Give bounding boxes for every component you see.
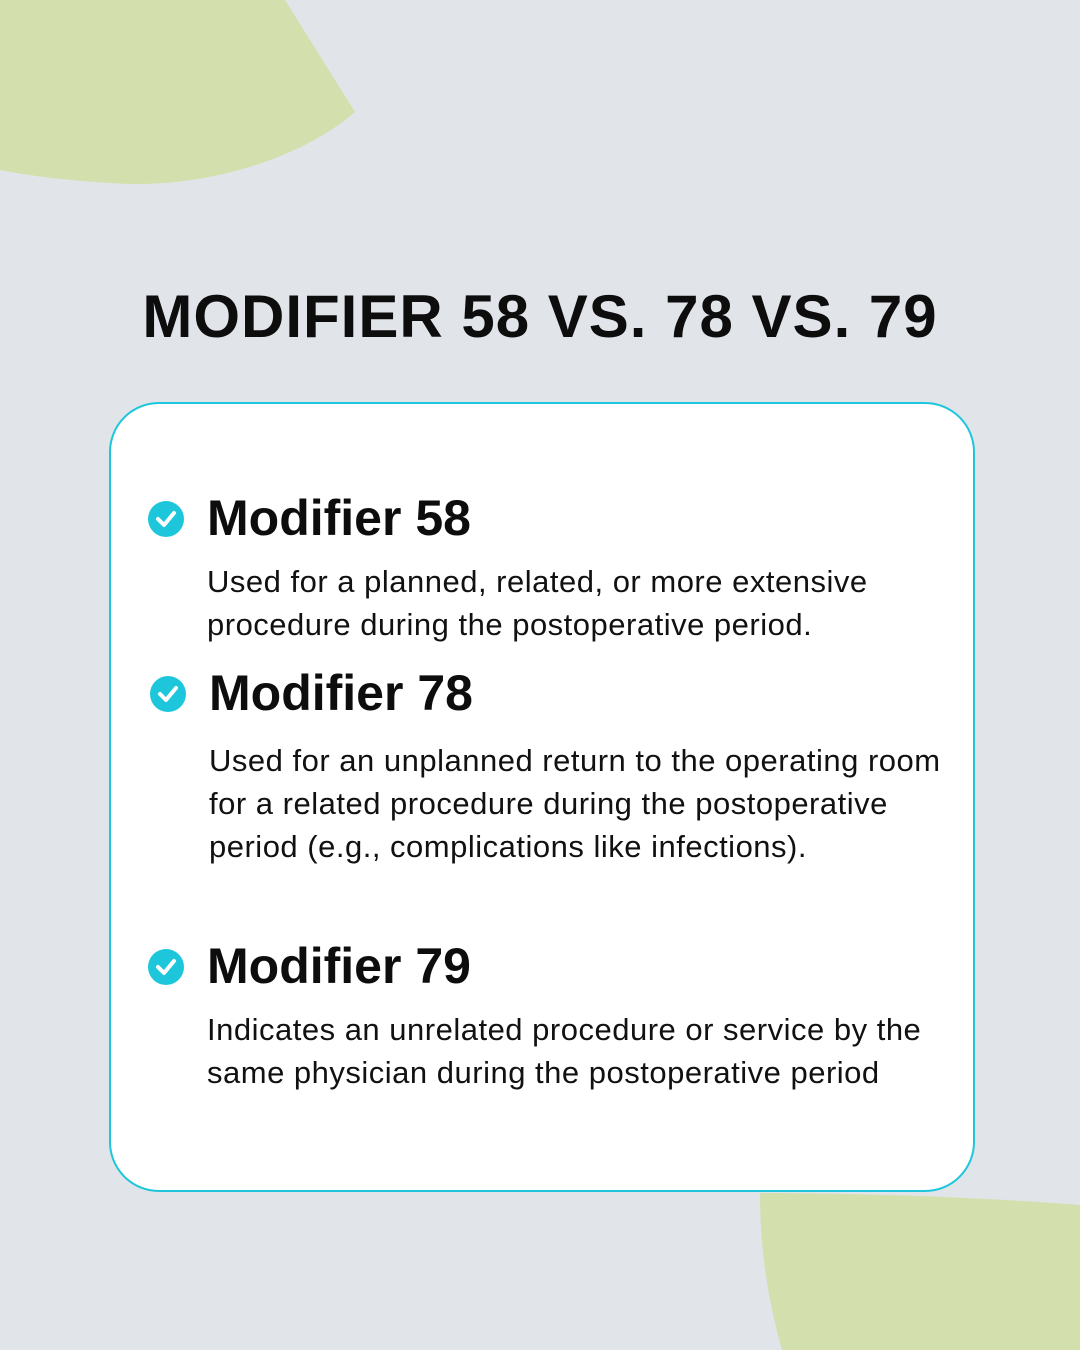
modifier-heading: Modifier 58 [207,490,471,546]
modifier-description: Used for a planned, related, or more extensive procedure during the postoperative period. [207,564,868,642]
modifier-heading: Modifier 79 [207,938,471,994]
page-title: MODIFIER 58 VS. 78 VS. 79 [142,283,938,350]
bottom-right-blob [760,1193,1080,1350]
modifier-79-item [207,936,947,1094]
modifier-description: Indicates an unrelated procedure or service by the same physician during the postoperative period [207,1012,922,1090]
modifier-58-item [207,488,947,646]
top-left-blob [0,0,355,184]
modifier-description: Used for an unplanned return to the operating room for a related procedure during the postoperative period (e.g., complications like infections). [209,743,941,864]
modifiers-card [109,402,975,1192]
check-circle-icon [148,949,184,985]
check-circle-icon [148,501,184,537]
modifier-heading: Modifier 78 [209,665,473,721]
modifier-78-item [209,663,949,868]
check-circle-icon [150,676,186,712]
